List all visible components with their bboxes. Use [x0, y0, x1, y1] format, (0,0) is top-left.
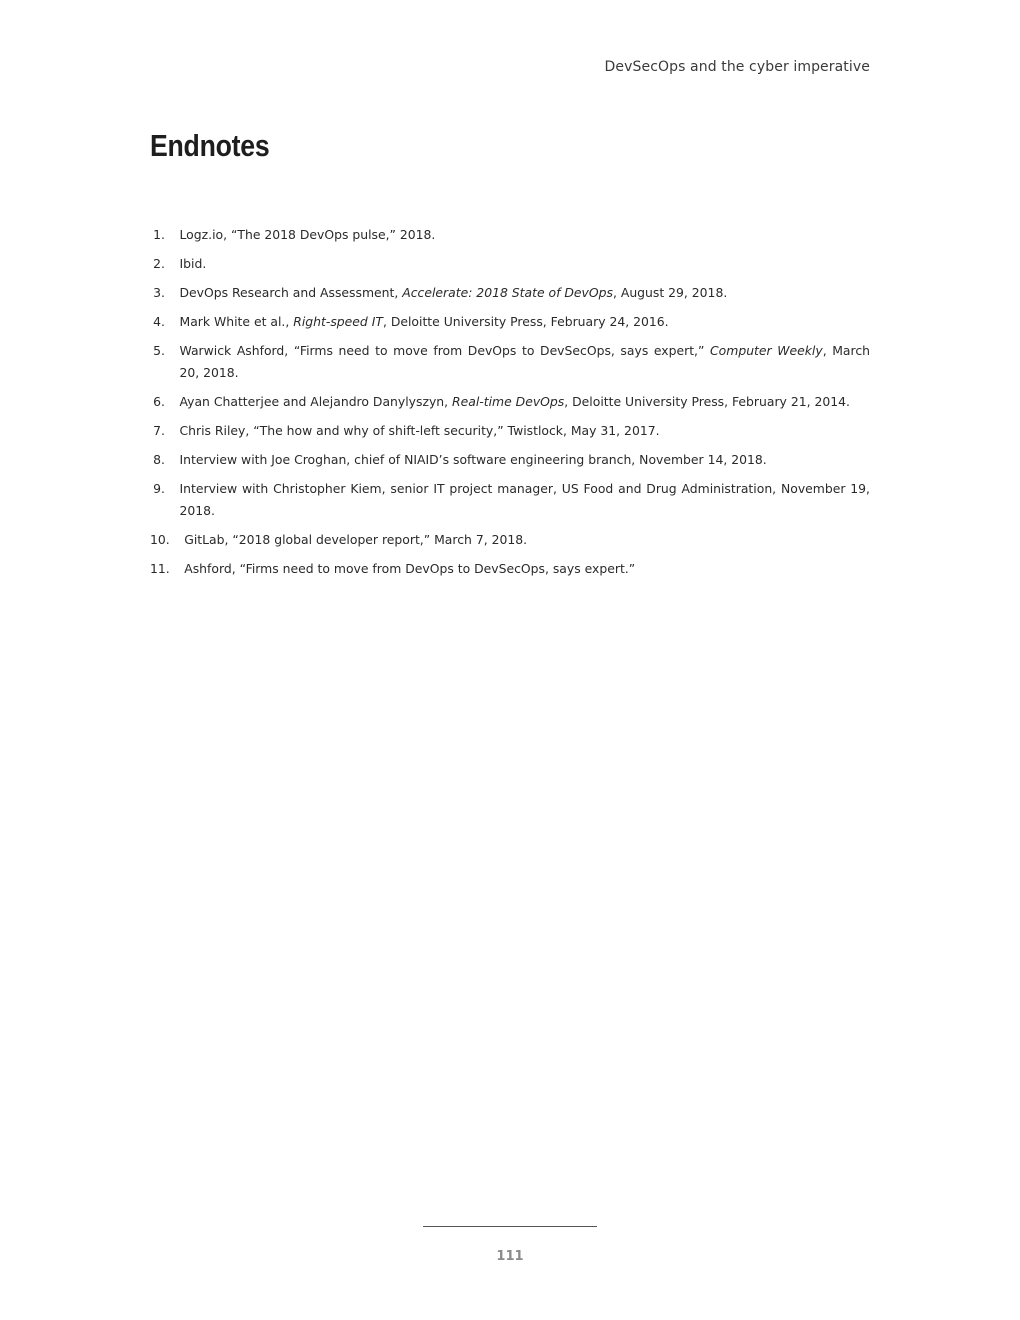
endnote-item: [150, 311, 870, 333]
endnote-number: 4.: [153, 314, 165, 329]
endnote-item: [150, 340, 870, 384]
endnote-text-segment: Ibid.: [179, 256, 207, 271]
endnote-text: [180, 449, 871, 471]
endnote-text-segment: , Deloitte University Press, February 24, 2016.: [382, 314, 669, 329]
page-number: 111: [496, 1249, 524, 1264]
endnote-number: 9.: [153, 481, 165, 496]
endnote-item: [150, 449, 870, 471]
endnote-item: [150, 529, 870, 551]
endnote-title-italic: Accelerate: 2018 State of DevOps: [402, 285, 613, 300]
endnote-text: [180, 311, 871, 333]
endnotes-list: [150, 224, 870, 587]
endnote-text-segment: Logz.io, “The 2018 DevOps pulse,” 2018.: [179, 227, 436, 242]
endnote-text-segment: Mark White et al.,: [179, 314, 294, 329]
endnote-text: [184, 558, 870, 580]
endnote-text: [180, 391, 871, 413]
endnote-text: [180, 420, 871, 442]
endnote-item: [150, 420, 870, 442]
running-header: DevSecOps and the cyber imperative: [604, 59, 870, 75]
endnote-number: 8.: [153, 452, 165, 467]
endnote-text-segment: Chris Riley, “The how and why of shift-left security,” Twistlock, May 31, 2017.: [179, 423, 660, 438]
endnote-item: [150, 253, 870, 275]
endnote-number: 5.: [153, 343, 165, 358]
endnote-text: [180, 478, 871, 522]
endnote-number: 11.: [150, 561, 170, 576]
endnote-title-italic: Computer Weekly: [710, 343, 823, 358]
footer-divider: [423, 1226, 597, 1227]
endnote-text: [180, 340, 871, 384]
endnote-text-segment: Ashford, “Firms need to move from DevOps to DevSecOps, says expert.”: [184, 561, 636, 576]
endnote-text-segment: , August 29, 2018.: [612, 285, 728, 300]
endnote-number: 3.: [153, 285, 165, 300]
endnote-text: [180, 253, 871, 275]
endnote-number: 1.: [153, 227, 165, 242]
endnote-item: [150, 558, 870, 580]
endnote-text: [180, 224, 871, 246]
endnote-title-italic: Real-time DevOps: [452, 394, 565, 409]
endnote-number: 10.: [150, 532, 170, 547]
endnote-text-segment: Ayan Chatterjee and Alejandro Danylyszyn,: [179, 394, 453, 409]
endnote-text: [184, 529, 870, 551]
endnote-text-segment: Interview with Joe Croghan, chief of NIAID’s software engineering branch, November 14, 2018.: [179, 452, 767, 467]
endnote-item: [150, 224, 870, 246]
endnote-title-italic: Right-speed IT: [293, 314, 383, 329]
endnote-text: [180, 282, 871, 304]
endnote-text-segment: , March 20, 2018.: [179, 343, 871, 380]
endnote-number: 7.: [153, 423, 165, 438]
endnote-text-segment: DevOps Research and Assessment,: [179, 285, 403, 300]
endnote-item: [150, 282, 870, 304]
endnote-number: 2.: [153, 256, 165, 271]
endnote-text-segment: , Deloitte University Press, February 21, 2014.: [564, 394, 850, 409]
endnote-item: [150, 478, 870, 522]
page-title: Endnotes: [150, 128, 270, 163]
endnote-text-segment: Interview with Christopher Kiem, senior IT project manager, US Food and Drug Administration, November 19, 2018.: [179, 481, 870, 518]
endnote-number: 6.: [153, 394, 165, 409]
endnote-text-segment: GitLab, “2018 global developer report,” March 7, 2018.: [184, 532, 528, 547]
endnote-text-segment: Warwick Ashford, “Firms need to move from DevOps to DevSecOps, says expert,”: [179, 343, 711, 358]
endnote-item: [150, 391, 870, 413]
